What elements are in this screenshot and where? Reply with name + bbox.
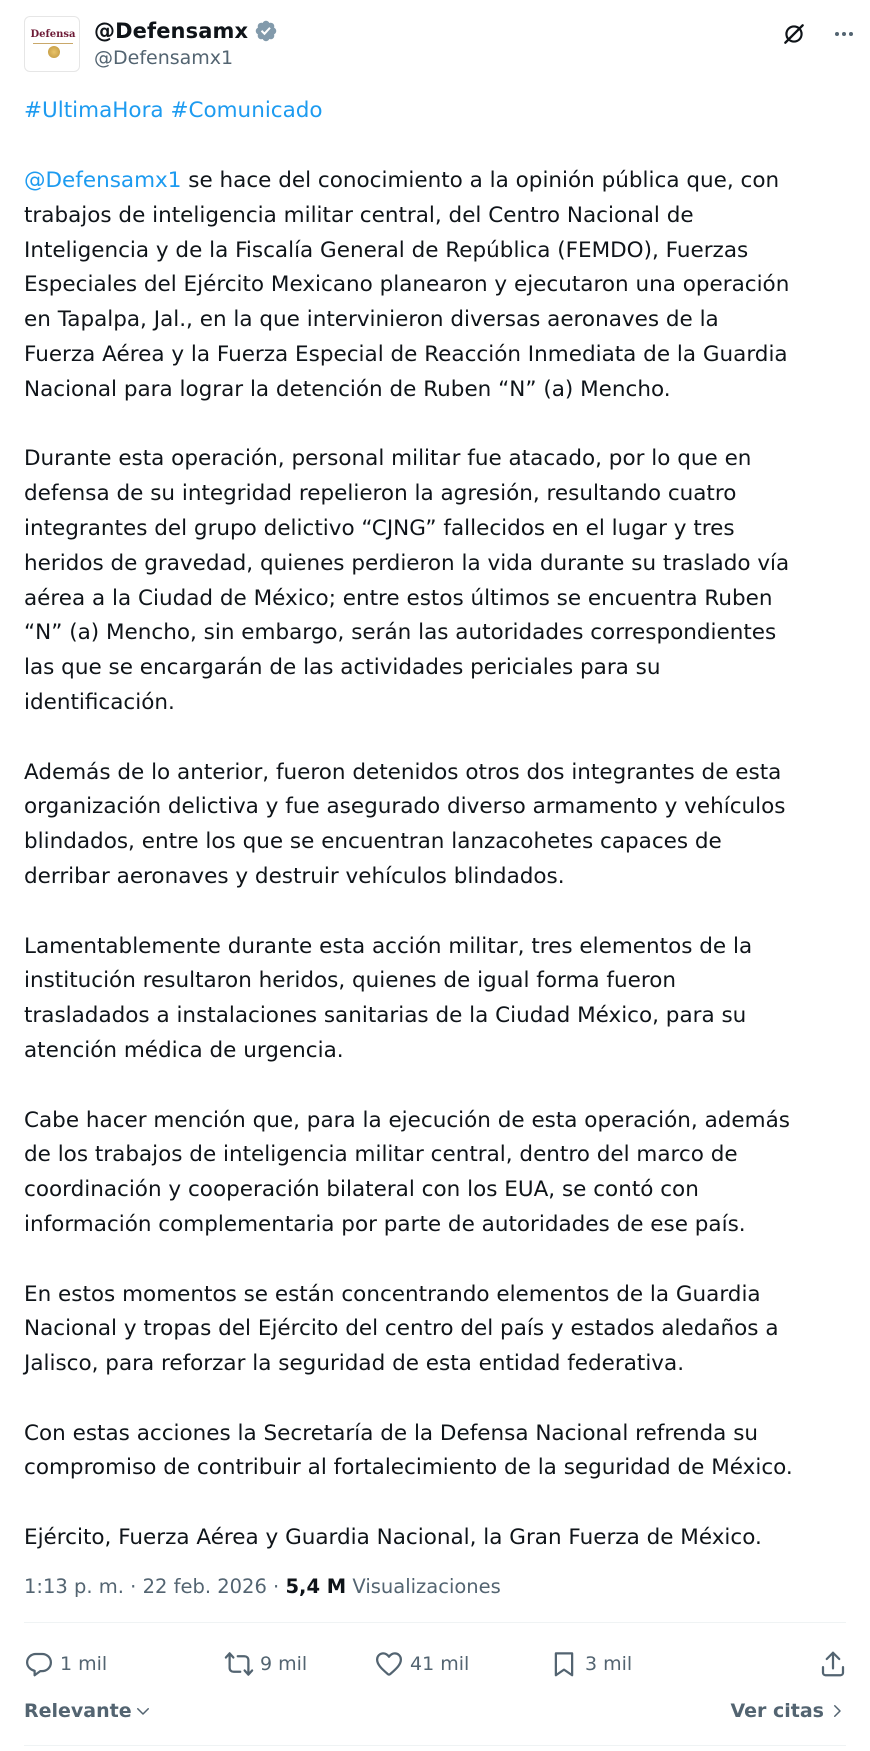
post-text-line	[24, 268, 854, 303]
post-text-line	[24, 1417, 854, 1452]
post-text-line	[24, 860, 854, 895]
replies-toolbar	[24, 1700, 846, 1734]
post-text: se hace del conocimiento a la opinión pública que, con	[188, 168, 780, 193]
post-text: identificación.	[24, 689, 175, 715]
display-name[interactable]: @Defensamx	[94, 19, 249, 43]
bookmark-count: 3 mil	[585, 1653, 633, 1675]
repost-count: 9 mil	[260, 1653, 308, 1675]
hashtag-link[interactable]: #UltimaHora	[24, 98, 164, 123]
post-text-line	[24, 1034, 854, 1069]
post-text: información complementaria por parte de autoridades de ese país.	[24, 1211, 746, 1237]
post-text: Con estas acciones la Secretaría de la Defensa Nacional refrenda su	[24, 1420, 759, 1446]
post-text-line	[24, 790, 854, 825]
post-text-line	[24, 1138, 854, 1173]
share-button[interactable]	[818, 1640, 848, 1688]
author-names	[94, 18, 278, 69]
post-text-line	[24, 756, 854, 791]
repost-icon	[224, 1649, 254, 1679]
post-text-line	[24, 303, 854, 338]
post-paragraph	[24, 756, 854, 895]
meta-separator: ·	[123, 1575, 143, 1598]
post-text-line	[24, 1208, 854, 1243]
post-paragraph	[24, 1278, 854, 1382]
views-label: Visualizaciones	[352, 1575, 501, 1598]
post-header	[24, 16, 846, 76]
post-text-line	[24, 477, 854, 512]
sort-label: Relevante	[24, 1700, 132, 1722]
post-text-line	[24, 442, 854, 477]
post-text: Fuerza Aérea y la Fuerza Especial de Reacción Inmediata de la Guardia	[24, 341, 788, 367]
post-text-line	[24, 686, 854, 721]
like-icon	[374, 1649, 404, 1679]
reply-count: 1 mil	[60, 1653, 108, 1675]
post-text: coordinación y cooperación bilateral con los EUA, se contó con	[24, 1177, 699, 1203]
hashtags	[24, 97, 323, 125]
post-meta	[24, 1575, 501, 1598]
post-text: Cabe hacer mención que, para la ejecución de esta operación, además	[24, 1107, 790, 1133]
post-text-line	[24, 999, 854, 1034]
post-text: Nacional para lograr la detención de Ruben “N” (a) Mencho.	[24, 376, 671, 402]
post-paragraph	[24, 442, 854, 720]
post-paragraph	[24, 1521, 854, 1556]
post-text: defensa de su integridad repelieron la agresión, resultando cuatro	[24, 481, 737, 507]
avatar-logo-stripe	[33, 43, 73, 44]
post-text-line	[24, 512, 854, 547]
post-text: en Tapalpa, Jal., en la que intervinieron diversas aeronaves de la	[24, 307, 719, 333]
reply-icon	[24, 1649, 54, 1679]
post-text-line	[24, 1312, 854, 1347]
verified-badge-icon	[254, 19, 278, 43]
post-text: integrantes del grupo delictivo “CJNG” fallecidos en el lugar y tres	[24, 515, 735, 541]
post-text-line	[24, 651, 854, 686]
post-text-line	[24, 199, 854, 234]
post-text: aérea a la Ciudad de México; entre estos últimos se encuentra Ruben	[24, 585, 773, 611]
repost-button[interactable]	[224, 1640, 307, 1688]
post-text-line	[24, 547, 854, 582]
post-text: de los trabajos de inteligencia militar central, dentro del marco de	[24, 1142, 738, 1168]
post-text: organización delictiva y fue asegurado diverso armamento y vehículos	[24, 794, 786, 820]
post-text: trabajos de inteligencia militar central, del Centro Nacional de	[24, 202, 694, 228]
post-paragraph	[24, 1417, 854, 1487]
author-handle[interactable]: @Defensamx1	[94, 47, 234, 69]
views-count: 5,4 M	[285, 1575, 347, 1598]
post-text-line	[24, 164, 854, 199]
reply-button[interactable]	[24, 1640, 107, 1688]
avatar-logo-seal	[48, 46, 60, 58]
chevron-right-icon	[828, 1702, 846, 1720]
grok-icon[interactable]	[778, 18, 810, 50]
post-text-line	[24, 234, 854, 269]
post-text: Lamentablemente durante esta acción militar, tres elementos de la	[24, 933, 753, 959]
mention-link[interactable]: @Defensamx1	[24, 168, 182, 193]
post-text: Durante esta operación, personal militar fue atacado, por lo que en	[24, 446, 752, 472]
sort-dropdown[interactable]	[24, 1700, 152, 1722]
post-text-line	[24, 930, 854, 965]
post-body	[24, 164, 854, 1556]
post-text-line	[24, 1451, 854, 1486]
post-paragraph	[24, 1104, 854, 1243]
post-text: “N” (a) Mencho, sin embargo, serán las autoridades correspondientes	[24, 620, 777, 646]
post-paragraph	[24, 930, 854, 1069]
share-icon	[818, 1649, 848, 1679]
hashtag-link[interactable]: #Comunicado	[170, 98, 323, 123]
post-text-line	[24, 1173, 854, 1208]
post-text: blindados, entre los que se encuentran lanzacohetes capaces de	[24, 829, 722, 855]
post-text: Jalisco, para reforzar la seguridad de esta entidad federativa.	[24, 1351, 685, 1377]
post-text: heridos de gravedad, quienes perdieron la vida durante su traslado vía	[24, 550, 790, 576]
more-icon[interactable]	[830, 20, 858, 48]
post-paragraph	[24, 164, 854, 408]
post-text-line	[24, 1347, 854, 1382]
post-text-line	[24, 373, 854, 408]
post-text-line	[24, 1104, 854, 1139]
like-button[interactable]	[374, 1640, 469, 1688]
post-text-line	[24, 338, 854, 373]
post-text-line	[24, 964, 854, 999]
post-text: derribar aeronaves y destruir vehículos blindados.	[24, 863, 565, 889]
like-count: 41 mil	[410, 1653, 470, 1675]
post-text: compromiso de contribuir al fortalecimiento de la seguridad de México.	[24, 1455, 793, 1481]
bookmark-button[interactable]	[549, 1640, 632, 1688]
meta-separator: ·	[266, 1575, 286, 1598]
post-text: Especiales del Ejército Mexicano planearon y ejecutaron una operación	[24, 272, 790, 298]
view-quotes-label: Ver citas	[730, 1700, 824, 1722]
post-text: Ejército, Fuerza Aérea y Guardia Nacional, la Gran Fuerza de México.	[24, 1525, 762, 1551]
post-text-line	[24, 616, 854, 651]
post-text: Inteligencia y de la Fiscalía General de República (FEMDO), Fuerzas	[24, 237, 749, 263]
post-time[interactable]: 1:13 p. m.	[24, 1575, 124, 1598]
post-text: Además de lo anterior, fueron detenidos otros dos integrantes de esta	[24, 759, 782, 785]
post-date[interactable]: 22 feb. 2026	[142, 1575, 267, 1598]
action-bar	[24, 1640, 846, 1688]
post-text: atención médica de urgencia.	[24, 1037, 344, 1063]
post-text: las que se encargarán de las actividades periciales para su	[24, 655, 661, 681]
bookmark-icon	[549, 1649, 579, 1679]
post-text-line	[24, 1521, 854, 1556]
chevron-down-icon	[134, 1702, 152, 1720]
post-text-line	[24, 1278, 854, 1313]
post-text-line	[24, 825, 854, 860]
avatar-logo-text: Defensa	[30, 29, 76, 40]
view-quotes-link[interactable]	[730, 1700, 846, 1722]
post-text-line	[24, 582, 854, 617]
post-text: institución resultaron heridos, quienes de igual forma fueron	[24, 968, 677, 994]
post-text: trasladados a instalaciones sanitarias de la Ciudad México, para su	[24, 1003, 747, 1029]
post-text: En estos momentos se están concentrando elementos de la Guardia	[24, 1281, 761, 1307]
divider	[24, 1745, 846, 1746]
post-text: Nacional y tropas del Ejército del centro del país y estados aledaños a	[24, 1316, 779, 1342]
divider	[24, 1622, 846, 1623]
avatar[interactable]	[24, 16, 80, 72]
